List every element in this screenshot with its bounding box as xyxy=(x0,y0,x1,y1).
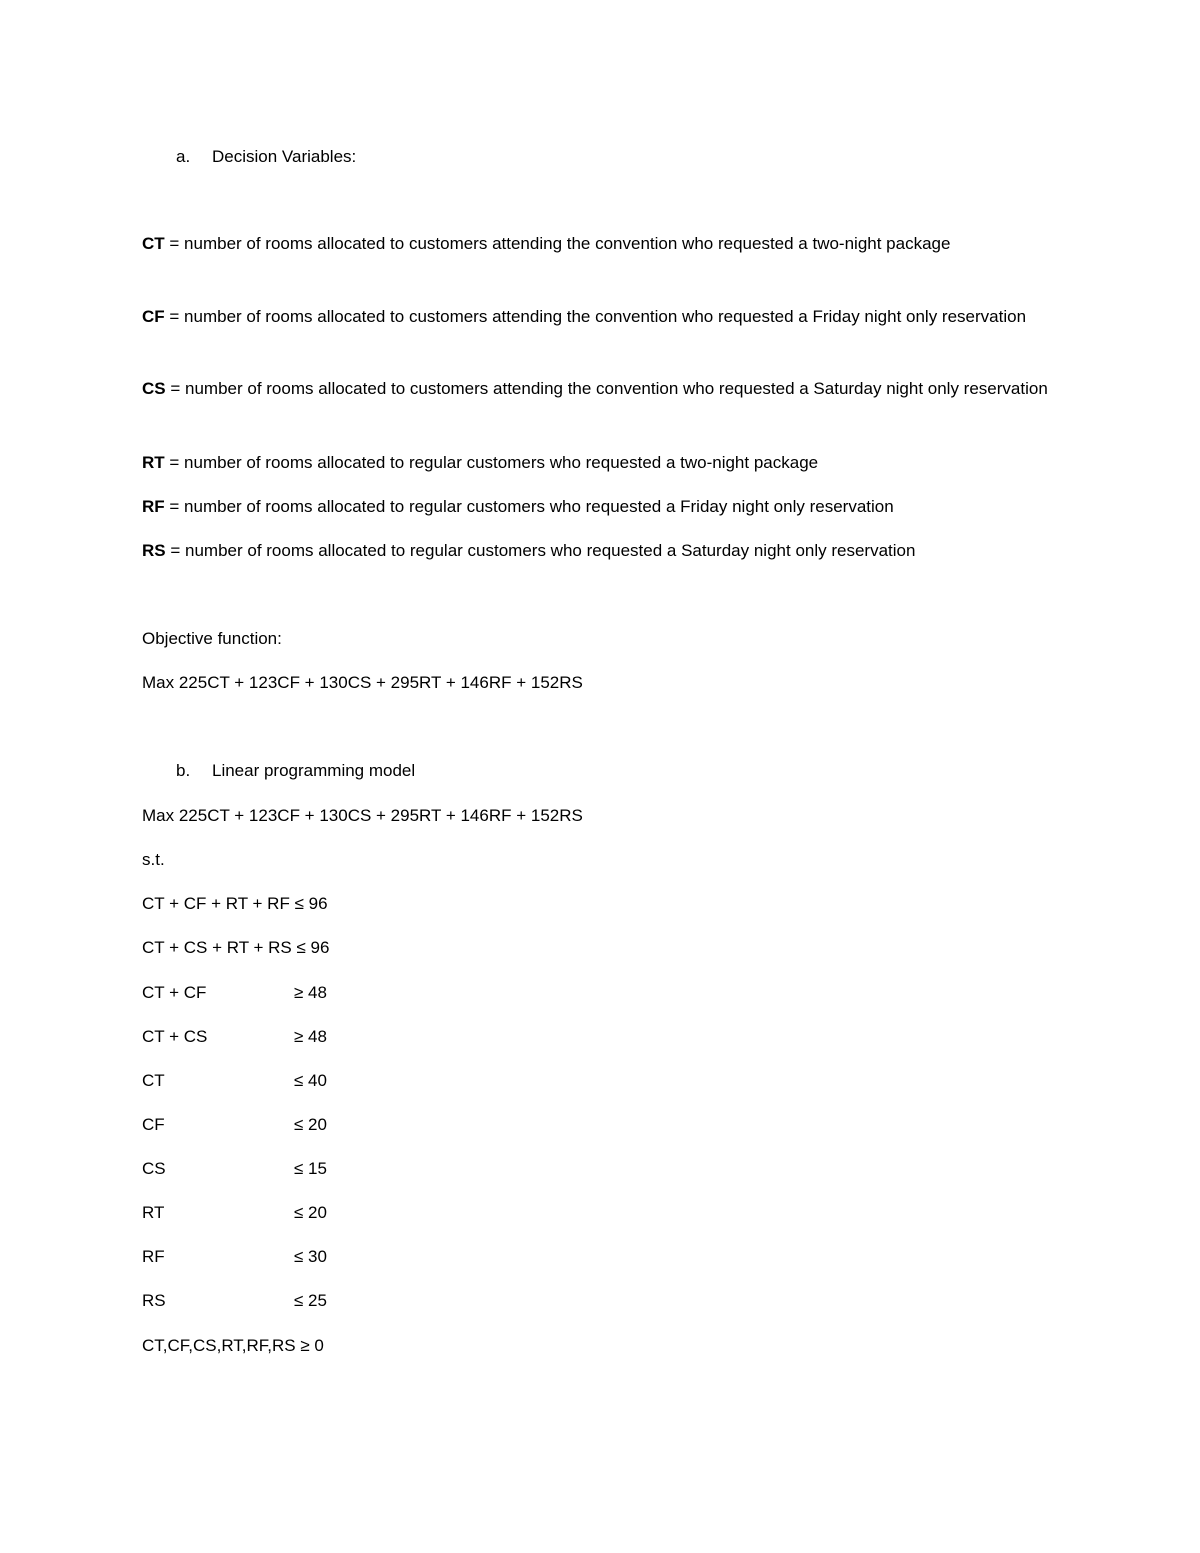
constraint-rhs: ≤ 40 xyxy=(294,1071,327,1090)
variable-definition-rf xyxy=(142,496,894,518)
lp-objective: Max 225CT + 123CF + 130CS + 295RT + 146RF + 152RS xyxy=(142,806,583,825)
variable-definition-cf xyxy=(142,302,1057,331)
variable-text: = number of rooms allocated to customers attending the convention who requested a Friday night only reservation xyxy=(164,307,1027,326)
constraint-lhs: CT xyxy=(142,1071,165,1090)
constraint-lhs: CS xyxy=(142,1159,166,1178)
variable-definition-rs xyxy=(142,540,915,562)
subject-to-label: s.t. xyxy=(142,850,165,869)
constraint-rhs: ≥ 48 xyxy=(294,983,327,1002)
section-b-marker: b. xyxy=(176,761,191,780)
constraint-rhs: ≥ 48 xyxy=(294,1027,327,1046)
section-a-heading xyxy=(176,146,356,168)
section-a-title: Decision Variables: xyxy=(212,147,357,166)
variable-definition-ct xyxy=(142,229,1057,258)
variable-name: RT xyxy=(142,453,165,472)
objective-expression: Max 225CT + 123CF + 130CS + 295RT + 146RF + 152RS xyxy=(142,673,583,692)
variable-name: CS xyxy=(142,379,166,398)
variable-name: CF xyxy=(142,307,165,326)
constraint-lhs: RF xyxy=(142,1247,165,1266)
section-a-marker: a. xyxy=(176,147,191,166)
constraint-friday-capacity: CT + CF + RT + RF ≤ 96 xyxy=(142,894,328,913)
variable-name: RS xyxy=(142,541,166,560)
constraint-rhs: ≤ 25 xyxy=(294,1291,327,1310)
variable-text: = number of rooms allocated to customers attending the convention who requested a two-night package xyxy=(164,234,951,253)
nonnegativity-constraint: CT,CF,CS,RT,RF,RS ≥ 0 xyxy=(142,1336,324,1355)
variable-name: RF xyxy=(142,497,165,516)
constraint-rhs: ≤ 30 xyxy=(294,1247,327,1266)
section-b-heading xyxy=(176,760,415,782)
variable-text: = number of rooms allocated to customers attending the convention who requested a Saturday night only reservation xyxy=(165,379,1048,398)
section-b-title: Linear programming model xyxy=(212,761,416,780)
variable-text: = number of rooms allocated to regular customers who requested a two-night package xyxy=(164,453,819,472)
constraint-saturday-capacity: CT + CS + RT + RS ≤ 96 xyxy=(142,938,330,957)
variable-name: CT xyxy=(142,234,165,253)
constraint-lhs: CF xyxy=(142,1115,165,1134)
constraint-lhs: CT + CS xyxy=(142,1027,208,1046)
constraint-rhs: ≤ 20 xyxy=(294,1203,327,1222)
variable-text: = number of rooms allocated to regular customers who requested a Friday night only reservation xyxy=(164,497,894,516)
variable-text: = number of rooms allocated to regular customers who requested a Saturday night only reservation xyxy=(165,541,916,560)
variable-definition-rt xyxy=(142,452,818,474)
variable-definition-cs xyxy=(142,374,1057,403)
constraint-lhs: RS xyxy=(142,1291,166,1310)
constraint-rhs: ≤ 15 xyxy=(294,1159,327,1178)
constraint-rhs: ≤ 20 xyxy=(294,1115,327,1134)
constraint-lhs: RT xyxy=(142,1203,165,1222)
objective-heading: Objective function: xyxy=(142,629,282,648)
constraint-lhs: CT + CF xyxy=(142,983,207,1002)
